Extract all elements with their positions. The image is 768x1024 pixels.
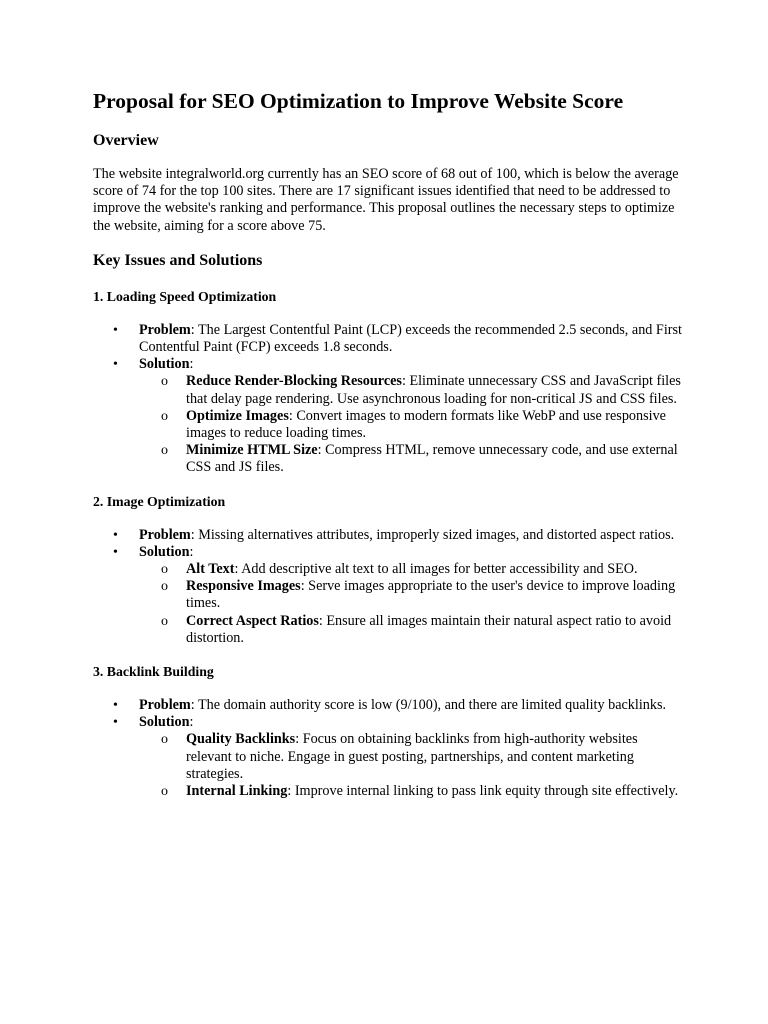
bullet-icon: • [113,527,118,543]
section-list [93,322,683,477]
overview-heading: Overview [93,132,159,149]
subitem-label: Correct Aspect Ratios [186,612,319,629]
subitem-label: Optimize Images [186,407,289,424]
subitem-text: : Serve images appropriate to the user's device to improve loading times. [186,578,676,612]
subitem-label: Internal Linking [186,783,288,800]
problem-text: : Missing alternatives attributes, improperly sized images, and distorted aspect ratios. [190,526,675,543]
subitem-label: Minimize HTML Size [186,442,318,459]
circle-bullet-icon: o [161,408,168,424]
circle-bullet-icon: o [161,784,168,800]
overview-paragraph: The website integralworld.org currently has an SEO score of 68 out of 100, which is below the average score of 74 for the top 100 sites. There are 17 significant issues identified that need to be addressed to improve the website's ranking and performance. This proposal outlines the necessary steps to optimize the website, aiming for a score above 75. [93,166,679,234]
subitem-label: Quality Backlinks [186,731,296,748]
solution-suffix: : [189,356,194,373]
section-image-optimization [93,493,683,647]
bullet-icon: • [113,544,118,560]
solution-subitem [139,578,683,612]
subitem-label: Alt Text [186,561,235,578]
problem-text: : The Largest Contentful Paint (LCP) exceeds the recommended 2.5 seconds, and First Contentful Paint (FCP) exceeds 1.8 seconds. [139,321,682,356]
solution-label: Solution [139,543,190,560]
problem-label: Problem [139,697,191,714]
problem-item [93,322,683,356]
section-list [93,697,683,800]
problem-item [93,527,683,544]
subitem-text: : Improve internal linking to pass link equity through site effectively. [287,783,679,800]
subitem-text: : Focus on obtaining backlinks from high-authority websites relevant to niche. Engage in guest posting, partnerships, and content marketing strategies. [186,731,638,782]
solution-subitem [139,731,683,783]
circle-bullet-icon: o [161,562,168,578]
subitem-label: Reduce Render-Blocking Resources [186,373,402,390]
circle-bullet-icon: o [161,374,168,390]
subitem-text: : Add descriptive alt text to all images for better accessibility and SEO. [234,561,638,578]
bullet-icon: • [113,715,118,731]
key-issues-heading: Key Issues and Solutions [93,251,263,269]
solution-suffix: : [189,543,194,560]
problem-label: Problem [139,321,191,338]
solution-subitem [139,613,683,647]
circle-bullet-icon: o [161,613,168,629]
solution-sublist [139,561,683,647]
circle-bullet-icon: o [161,443,168,459]
solution-label: Solution [139,714,190,731]
bullet-icon: • [113,322,118,338]
subitem-text: : Convert images to modern formats like WebP and use responsive images to reduce loading times. [186,407,666,442]
solution-suffix: : [189,714,194,731]
bullet-icon: • [113,357,118,373]
section-list [93,527,683,647]
subitem-text: : Ensure all images maintain their natural aspect ratio to avoid distortion. [186,612,672,646]
document-title: Proposal for SEO Optimization to Improve Website Score [93,89,624,113]
section-backlink-building [93,663,683,800]
problem-item [93,697,683,714]
document-page [93,86,683,816]
solution-item [93,544,683,647]
subitem-text: : Eliminate unnecessary CSS and JavaScript files that delay page rendering. Use asynchronous loading for non-critical JS and CSS files. [186,373,681,407]
bullet-icon: • [113,698,118,714]
circle-bullet-icon: o [161,732,168,748]
section-loading-speed [93,288,683,477]
solution-subitem [139,373,683,407]
circle-bullet-icon: o [161,579,168,595]
section-heading: 1. Loading Speed Optimization [93,288,277,304]
subitem-label: Responsive Images [186,578,301,595]
solution-sublist [139,731,683,800]
solution-sublist [139,373,683,476]
solution-subitem [139,442,683,476]
solution-label: Solution [139,356,190,373]
section-heading: 3. Backlink Building [93,664,214,680]
subitem-text: : Compress HTML, remove unnecessary code, and use external CSS and JS files. [186,442,678,476]
solution-item [93,356,683,476]
solution-subitem [139,561,683,578]
solution-item [93,714,683,800]
solution-subitem [139,408,683,442]
solution-subitem [139,783,683,800]
problem-text: : The domain authority score is low (9/100), and there are limited quality backlinks. [190,697,667,714]
section-heading: 2. Image Optimization [93,493,226,509]
problem-label: Problem [139,526,191,543]
